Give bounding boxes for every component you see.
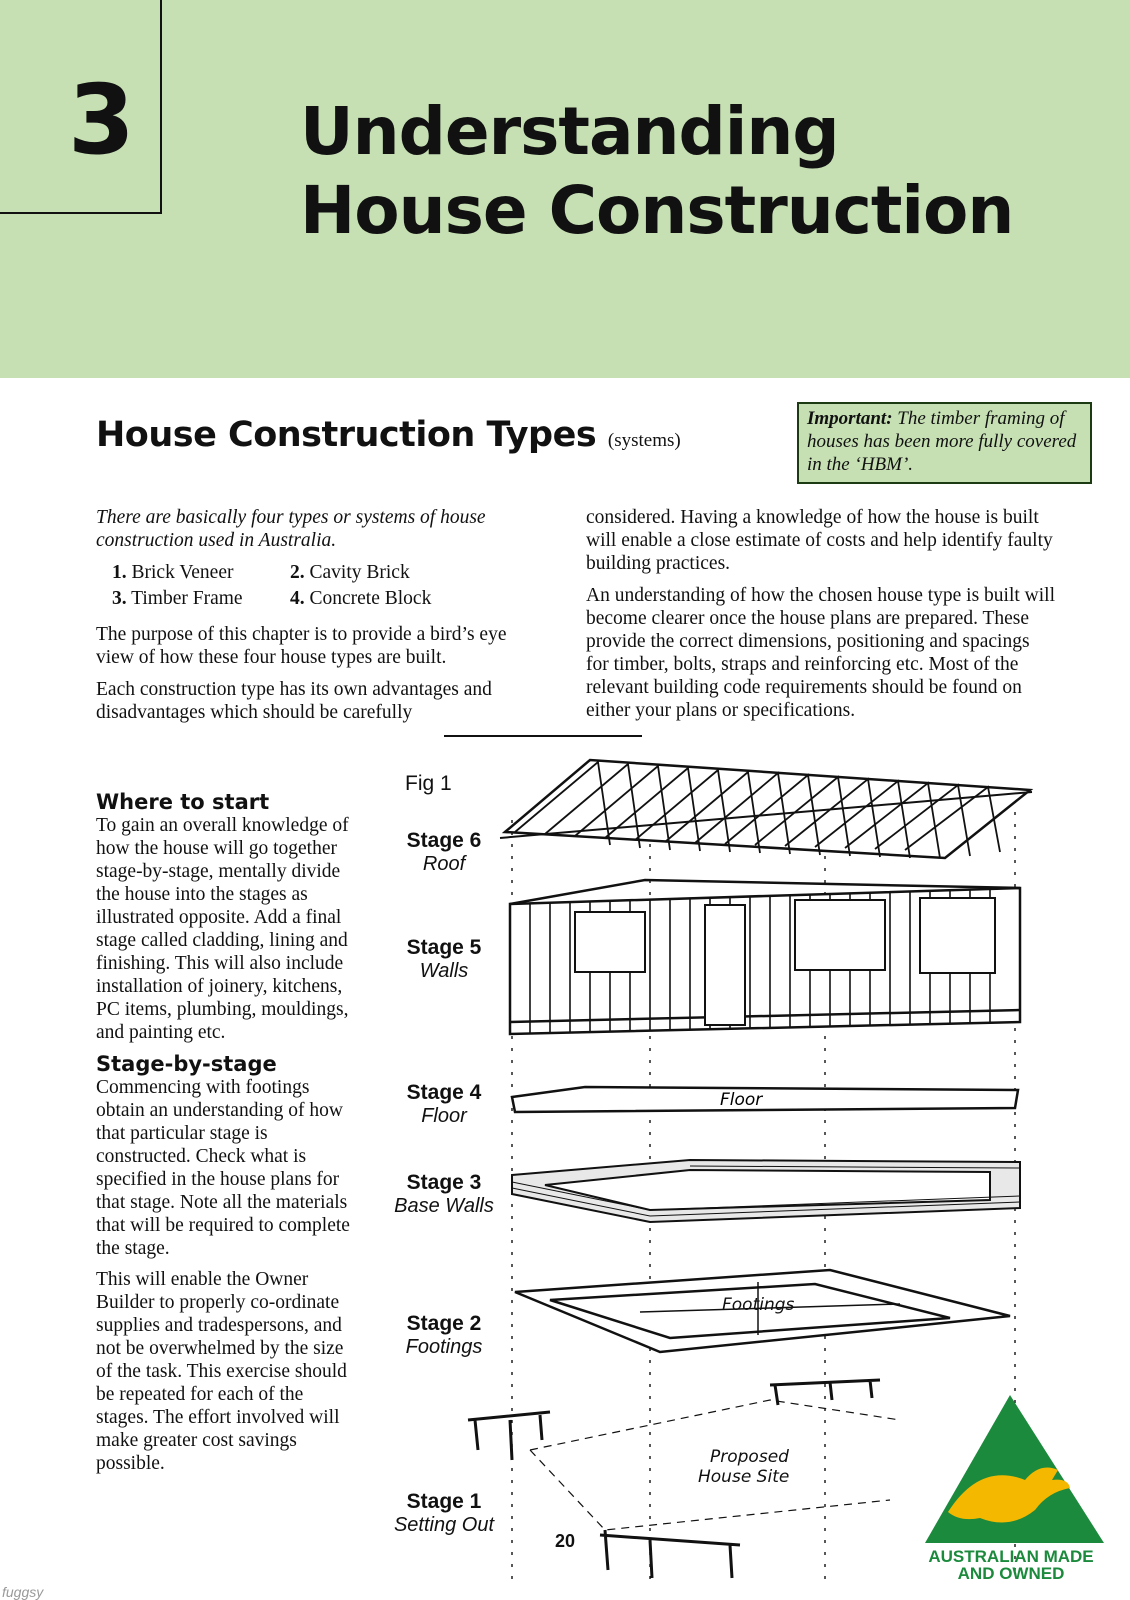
stage-number: Stage 1 [406, 1490, 482, 1513]
logo-triangle [925, 1395, 1104, 1543]
site-annotation-line1: Proposed [710, 1447, 789, 1467]
list-item-number: 1. [112, 562, 127, 583]
site-annotation-line2: House Site [698, 1467, 790, 1487]
where-to-start-heading: Where to start [96, 790, 270, 814]
badge-text-line2: AND OWNED [957, 1564, 1065, 1583]
stage-name: Walls [419, 960, 469, 982]
list-item-label: Brick Veneer [131, 562, 234, 583]
list-item-number: 3. [112, 588, 127, 609]
stage-number: Stage 4 [406, 1081, 482, 1104]
wall-frames [510, 880, 1020, 1034]
roof-trusses [500, 760, 1032, 858]
figure-label: Fig 1 [405, 772, 452, 795]
intro-paragraph: An understanding of how the chosen house type is built will become clearer once the house plans are prepared. These provide the correct dimensions, positioning and spacings for timber, bolts, straps and reinforcing etc. Most of the relevant building code requirements should be found on either your plans or specifications. [586, 585, 1056, 721]
intro-lead: There are basically four types or systems of house construction used in Australia. [96, 507, 486, 551]
stage-number: Stage 2 [406, 1312, 482, 1335]
stage-name: Floor [421, 1105, 467, 1127]
stage-number: Stage 6 [406, 829, 482, 852]
list-item-number: 4. [290, 588, 305, 609]
stage-by-stage-heading: Stage-by-stage [96, 1052, 277, 1076]
footings-outline [515, 1270, 1010, 1352]
list-item-label: Cavity Brick [309, 562, 410, 583]
intro-paragraph: considered. Having a knowledge of how the house is built will enable a close estimate of costs and help identify faulty building practices. [586, 507, 1053, 574]
section-heading-text: House Construction Types [96, 415, 597, 455]
stage-name: Footings [405, 1336, 483, 1358]
floor-platform [512, 1087, 1018, 1112]
watermark: fuggsy [2, 1584, 44, 1600]
stage-number: Stage 5 [406, 936, 482, 959]
footings-annotation: Footings [722, 1295, 795, 1315]
important-label: Important: [807, 408, 893, 429]
base-walls [512, 1160, 1020, 1222]
section-subheading: (systems) [607, 430, 681, 451]
stage-by-stage-text: This will enable the Owner Builder to properly co-ordinate supplies and tradespersons, and not be overwhelmed by the size of the task. This exercise should be repeated for each of the stages. The effort involved will make greater cost savings possible. [96, 1269, 347, 1474]
intro-paragraph: The purpose of this chapter is to provide a bird’s eye view of how these four house types are built. [96, 624, 507, 668]
australian-made-logo [925, 1395, 1104, 1543]
chapter-title-line2: House Construction [300, 172, 1014, 250]
floor-annotation: Floor [720, 1090, 763, 1110]
page-number: 20 [555, 1531, 576, 1551]
list-item-number: 2. [290, 562, 305, 583]
stage-by-stage-text: Commencing with footings obtain an understanding of how that particular stage is constructed. Check what is specified in the house plans for that stage. Note all the materials that will be required to complete the stage. [96, 1077, 350, 1259]
list-item-label: Timber Frame [131, 588, 243, 609]
badge-text-line1: AUSTRALIAN MADE [928, 1547, 1094, 1566]
stage-name: Roof [422, 853, 466, 875]
chapter-number: 3 [68, 64, 135, 176]
stage-name: Setting Out [393, 1514, 495, 1536]
setting-out-profiles [468, 1380, 900, 1578]
stage-number: Stage 3 [406, 1171, 482, 1194]
stage-name: Base Walls [394, 1195, 494, 1217]
important-text: The timber framing of houses has been more fully covered in the ‘HBM’. [807, 408, 1077, 475]
intro-paragraph: Each construction type has its own advantages and disadvantages which should be carefully [96, 679, 492, 723]
chapter-title-line1: Understanding [300, 93, 839, 170]
where-to-start-text: To gain an overall knowledge of how the house will go together stage-by-stage, mentally divide the house into the stages as illustrated opposite. Add a final stage called cladding, lining and finishing. This will also include installation of joinery, kitchens, PC items, plumbing, mouldings, and painting etc. [96, 815, 349, 1043]
list-item-label: Concrete Block [309, 588, 432, 609]
